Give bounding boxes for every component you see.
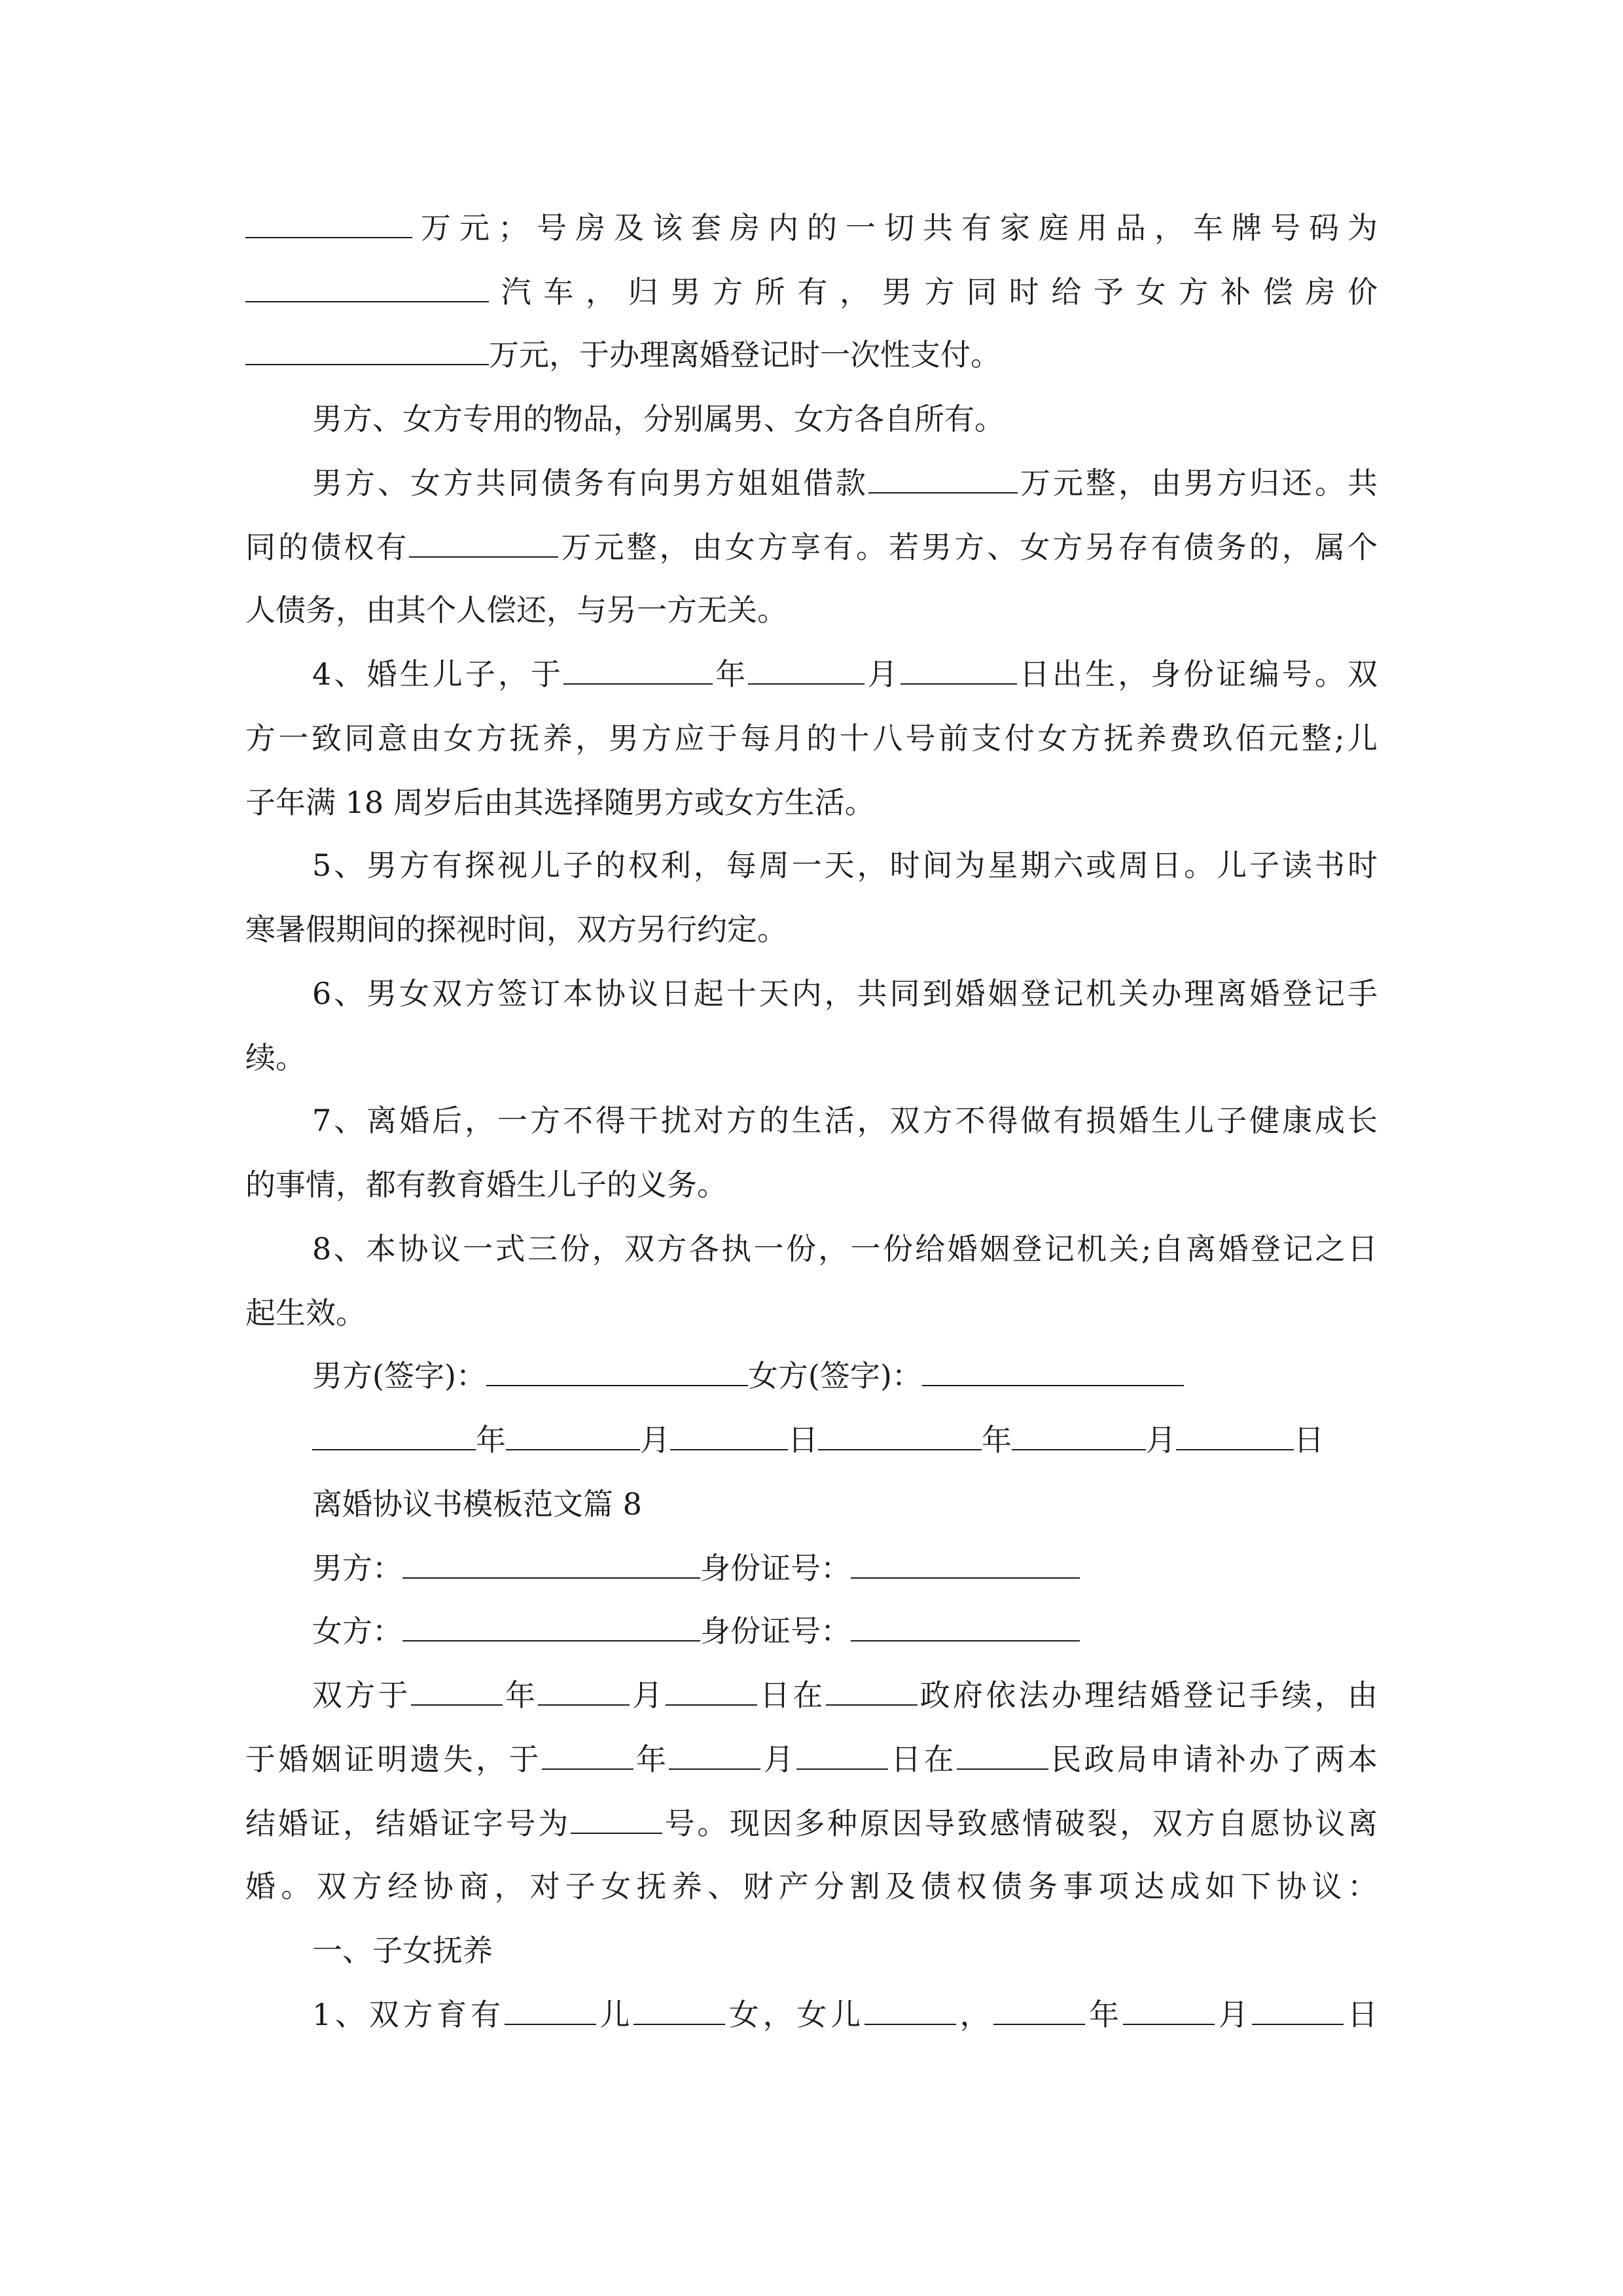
- blank-field[interactable]: [542, 1740, 633, 1770]
- blank-field[interactable]: [1012, 1420, 1146, 1450]
- blank-field[interactable]: [901, 655, 1017, 685]
- text: 男方、女方共同债务有向男方姐姐借款: [312, 465, 868, 501]
- male-signature-label: 男方(签字)：: [312, 1358, 486, 1393]
- section-heading: [312, 1931, 1378, 1970]
- blank-field[interactable]: [1252, 1995, 1344, 2025]
- blank-field[interactable]: [670, 1420, 788, 1450]
- blank-field[interactable]: [505, 1995, 596, 2025]
- text: 结婚证，结婚证字号为: [245, 1806, 571, 1841]
- paragraph-line: [312, 655, 1378, 694]
- blank-field[interactable]: [571, 1804, 662, 1834]
- blank-field[interactable]: [748, 655, 865, 685]
- text: 离婚协议书模板范文篇 8: [312, 1486, 642, 1522]
- signature-line: [312, 1356, 1378, 1395]
- paragraph-line: [245, 1804, 1378, 1843]
- paragraph-line: [245, 528, 1378, 567]
- text: 日出生，身份证编号。双: [1016, 656, 1378, 692]
- text: 年: [502, 1677, 539, 1713]
- text: 日在: [888, 1742, 957, 1777]
- paragraph-line: [245, 272, 1378, 312]
- paragraph-line: [245, 590, 1378, 630]
- section-title: [312, 1484, 1378, 1524]
- id-number-label: 身份证号：: [700, 1551, 851, 1586]
- text: 续。: [245, 1040, 306, 1075]
- blank-field[interactable]: [868, 463, 1018, 493]
- text: 月: [865, 656, 901, 692]
- blank-field[interactable]: [245, 208, 412, 238]
- blank-field[interactable]: [245, 335, 489, 365]
- female-id-field[interactable]: [851, 1611, 1080, 1641]
- blank-field[interactable]: [666, 1676, 757, 1706]
- text: 万元，于办理离婚登记时一次性支付。: [489, 337, 1001, 372]
- text: 月: [1214, 1997, 1253, 2032]
- paragraph-line: [312, 974, 1378, 1013]
- text: 人债务，由其个人偿还，与另一方无关。: [245, 592, 787, 628]
- paragraph-line: [312, 1229, 1378, 1268]
- blank-field[interactable]: [245, 272, 489, 302]
- male-name-field[interactable]: [402, 1549, 700, 1579]
- paragraph-line: [312, 1101, 1378, 1140]
- text: ，: [955, 1997, 994, 2032]
- text: 于婚姻证明遗失，于: [245, 1742, 542, 1777]
- blank-field[interactable]: [669, 1740, 760, 1770]
- text: 万元整，由女方享有。若男方、女方另存有债务的，属个: [558, 529, 1378, 565]
- text: 子年满 18 周岁后由其选择随男方或女方生活。: [245, 785, 875, 820]
- paragraph-line: [245, 208, 1378, 247]
- paragraph-line: [245, 1165, 1378, 1204]
- paragraph-line: [312, 399, 1378, 439]
- blank-field[interactable]: [538, 1676, 630, 1706]
- text: 万元；号房及该套房内的一切共有家庭用品，车牌号码为: [412, 210, 1378, 245]
- male-id-field[interactable]: [851, 1549, 1080, 1579]
- blank-field[interactable]: [1123, 1995, 1215, 2025]
- blank-field[interactable]: [1176, 1420, 1294, 1450]
- text: 寒暑假期间的探视时间，双方另行约定。: [245, 912, 787, 947]
- text: 起生效。: [245, 1295, 366, 1331]
- text: 6、男女双方签订本协议日起十天内，共同到婚姻登记机关办理离婚登记手: [312, 976, 1378, 1011]
- paragraph-line: [245, 719, 1378, 758]
- text: 月: [760, 1742, 797, 1777]
- id-number-label: 身份证号：: [700, 1613, 851, 1649]
- text: 政府依法办理结婚登记手续，由: [917, 1677, 1378, 1713]
- text: 同的债权有: [245, 529, 410, 565]
- blank-field[interactable]: [633, 1995, 725, 2025]
- form-line: [312, 1549, 1378, 1588]
- text: 月: [630, 1677, 666, 1713]
- blank-field[interactable]: [993, 1995, 1085, 2025]
- text: 5、男方有探视儿子的权利，每周一天，时间为星期六或周日。儿子读书时: [312, 848, 1378, 883]
- female-name-field[interactable]: [402, 1611, 700, 1641]
- paragraph-line: [312, 846, 1378, 885]
- blank-field[interactable]: [957, 1740, 1048, 1770]
- blank-field[interactable]: [818, 1420, 982, 1450]
- text: 号。现因多种原因导致感情破裂，双方自愿协议离: [662, 1806, 1378, 1841]
- paragraph-line: [245, 910, 1378, 949]
- paragraph-line: [245, 1740, 1378, 1779]
- female-signature-label: 女方(签字)：: [747, 1358, 922, 1393]
- paragraph-line: [245, 1867, 1378, 1906]
- text: 月: [640, 1422, 670, 1458]
- text: 日: [788, 1422, 818, 1458]
- text: 方一致同意由女方抚养，男方应于每月的十八号前支付女方抚养费玖佰元整;儿: [245, 721, 1378, 756]
- paragraph-line: [245, 783, 1378, 822]
- text: 婚。双方经协商，对子女抚养、财产分割及债权债务事项达成如下协议：: [245, 1869, 1378, 1904]
- male-signature-field[interactable]: [486, 1356, 748, 1386]
- text: 年: [982, 1422, 1012, 1458]
- form-line: [312, 1611, 1378, 1651]
- female-signature-field[interactable]: [922, 1356, 1184, 1386]
- text: 年: [1085, 1997, 1123, 2032]
- text: 民政局申请补办了两本: [1048, 1742, 1378, 1777]
- blank-field[interactable]: [826, 1676, 918, 1706]
- text: 一、子女抚养: [312, 1933, 493, 1968]
- blank-field[interactable]: [506, 1420, 640, 1450]
- blank-field[interactable]: [411, 1676, 503, 1706]
- text: 日: [1344, 1997, 1378, 2032]
- male-label: 男方：: [312, 1551, 402, 1586]
- text: 日: [1294, 1422, 1324, 1458]
- text: 双方于: [312, 1677, 411, 1713]
- paragraph-line: [312, 1995, 1378, 2034]
- blank-field[interactable]: [409, 528, 558, 558]
- text: 的事情，都有教育婚生儿子的义务。: [245, 1167, 727, 1202]
- text: 8、本协议一式三份，双方各执一份，一份给婚姻登记机关;自离婚登记之日: [312, 1231, 1378, 1266]
- text: 7、离婚后，一方不得干扰对方的生活，双方不得做有损婚生儿子健康成长: [312, 1103, 1378, 1138]
- text: 月: [1146, 1422, 1176, 1458]
- text: 万元整，由男方归还。共: [1018, 465, 1378, 501]
- blank-field[interactable]: [865, 1995, 956, 2025]
- paragraph-line: [245, 1038, 1378, 1077]
- female-label: 女方：: [312, 1613, 402, 1649]
- text: 儿: [596, 1997, 634, 2032]
- text: 年: [633, 1742, 669, 1777]
- text: 1、双方育有: [312, 1997, 505, 2032]
- date-line: [312, 1420, 1378, 1460]
- blank-field[interactable]: [796, 1740, 888, 1770]
- text: 4、婚生儿子，于: [312, 656, 564, 692]
- text: 年: [476, 1422, 506, 1458]
- paragraph-line: [245, 335, 1378, 374]
- text: 年: [713, 656, 749, 692]
- paragraph-line: [245, 1293, 1378, 1333]
- paragraph-line: [312, 1676, 1378, 1715]
- blank-field[interactable]: [563, 655, 713, 685]
- text: 日在: [757, 1677, 826, 1713]
- blank-field[interactable]: [312, 1420, 476, 1450]
- paragraph-line: [312, 463, 1378, 503]
- text: 女，女儿: [725, 1997, 865, 2032]
- text: 男方、女方专用的物品，分别属男、女方各自所有。: [312, 401, 1005, 437]
- text: 汽车，归男方所有，男方同时给予女方补偿房价: [489, 274, 1378, 310]
